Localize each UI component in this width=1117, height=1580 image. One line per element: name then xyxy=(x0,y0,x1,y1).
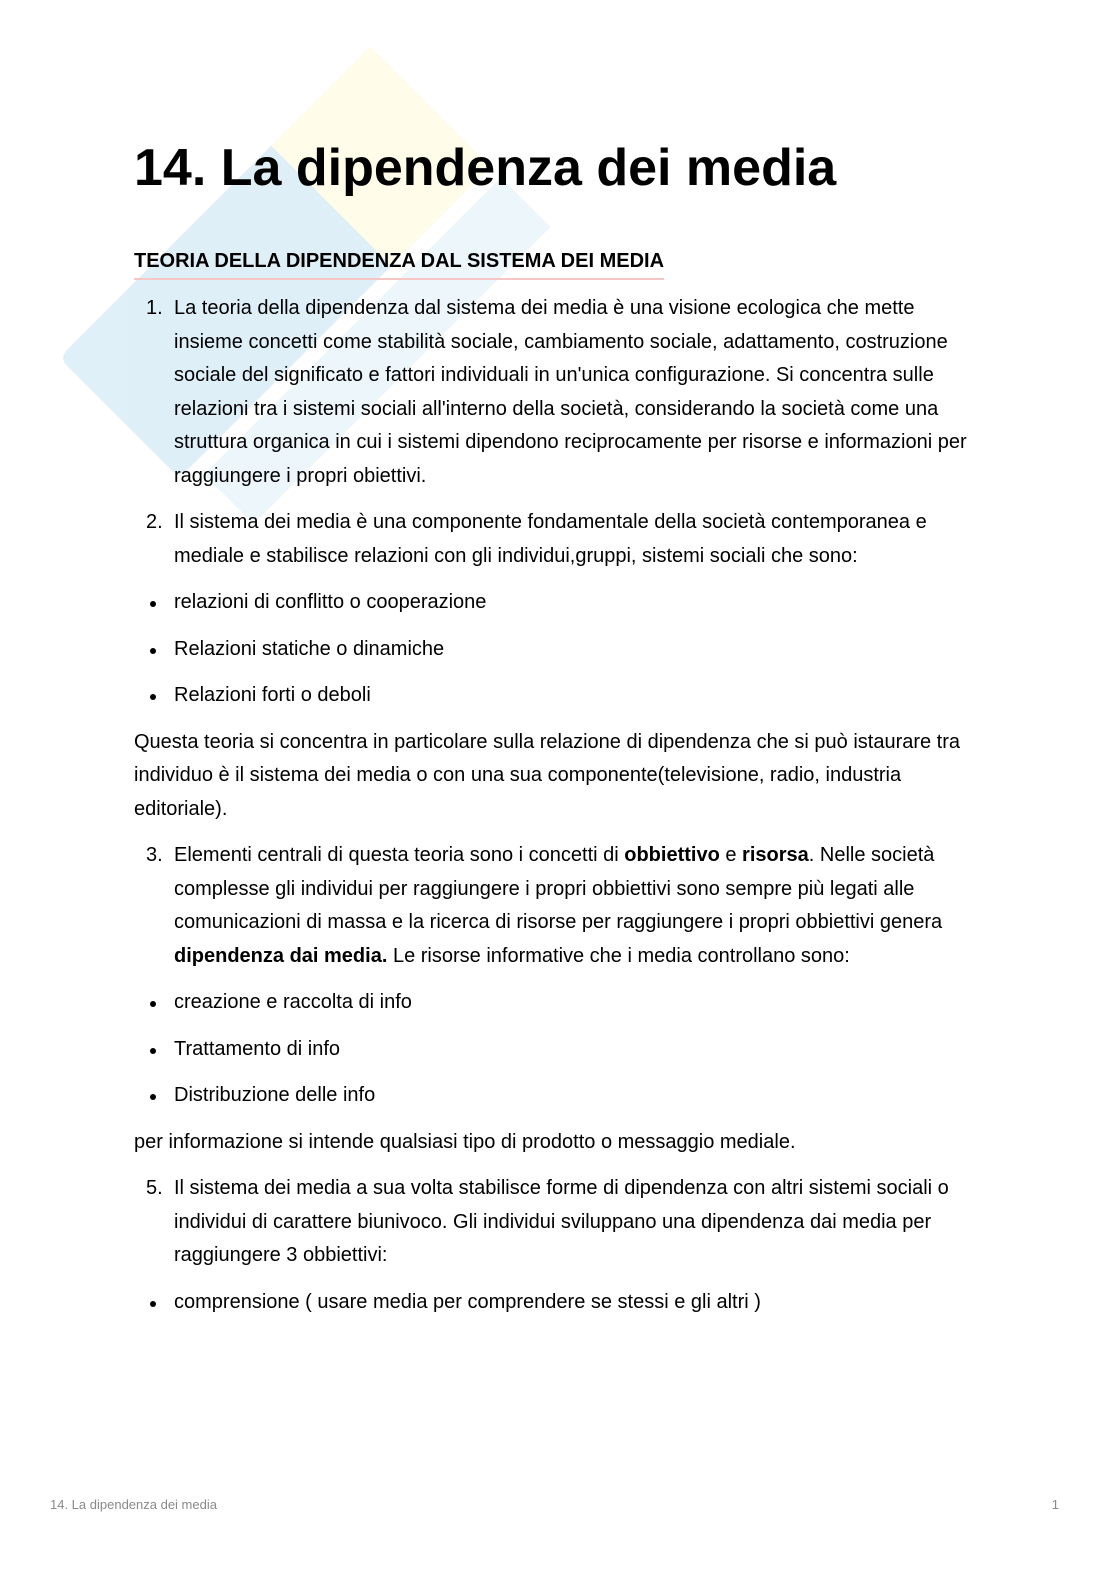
section-heading: TEORIA DELLA DIPENDENZA DAL SISTEMA DEI MEDIA xyxy=(134,244,664,280)
item-number: 1. xyxy=(146,297,163,319)
item-text-part: e xyxy=(719,844,743,866)
item-text: La teoria della dipendenza dal sistema dei media è una visione ecologica che mette insieme concetti come stabilità sociale, cambiamento sociale, adattamento, costruzione sociale del significato e fattori individuali in un'unica configurazione. Si concentra sulle relazioni tra i sistemi sociali all'interno della società, considerando la società come una struttura organica in cui i sistemi dipendono reciprocamente per risorse e informazioni per raggiungere i propri obiettivi. xyxy=(174,297,967,487)
bold-term: obbiettivo xyxy=(624,844,720,866)
item-number: 3. xyxy=(146,844,163,866)
item-text-part: Elementi centrali di questa teoria sono i concetti di xyxy=(174,844,625,866)
bullet-item: comprensione ( usare media per comprendere se stessi e gli altri ) xyxy=(134,1286,974,1320)
bullet-item: creazione e raccolta di info xyxy=(134,986,974,1020)
paragraph: per informazione si intende qualsiasi tipo di prodotto o messaggio mediale. xyxy=(134,1130,796,1153)
page-number: 1 xyxy=(1051,1497,1059,1512)
paragraph: Questa teoria si concentra in particolare sulla relazione di dipendenza che si può istaurare tra individuo è il sistema dei media o con una sua componente(televisione, radio, industria editoriale). xyxy=(134,730,961,820)
numbered-item-3 xyxy=(134,839,974,973)
bold-term: risorsa xyxy=(742,844,809,866)
page-title: 14. La dipendenza dei media xyxy=(134,139,837,197)
numbered-item-1 xyxy=(134,292,974,493)
bullet-item: Distribuzione delle info xyxy=(134,1079,974,1113)
item-text: Il sistema dei media a sua volta stabilisce forme di dipendenza con altri sistemi sociali o individui di carattere biunivoco. Gli individui sviluppano una dipendenza dai media per raggiungere 3 obbiettivi: xyxy=(174,1177,949,1266)
item-text-part: Le risorse informative che i media controllano sono: xyxy=(387,944,850,967)
numbered-item-5 xyxy=(134,1172,974,1273)
bullet-item: Relazioni statiche o dinamiche xyxy=(134,633,974,667)
numbered-item-2 xyxy=(134,506,974,573)
bold-term: dipendenza dai media. xyxy=(174,944,388,967)
bullet-item: relazioni di conflitto o cooperazione xyxy=(134,586,974,620)
document-body xyxy=(134,292,974,1319)
item-number: 2. xyxy=(146,511,163,533)
bullet-item: Trattamento di info xyxy=(134,1033,974,1067)
item-text-part: . Nelle società complesse gli individui per raggiungere i propri obbiettivi sono sempre più legati alle comunicazioni di massa e la ricerca di risorse per raggiungere i propri obbiettivi genera xyxy=(174,844,943,933)
item-number: 5. xyxy=(146,1177,163,1199)
bullet-item: Relazioni forti o deboli xyxy=(134,679,974,713)
item-text: Il sistema dei media è una componente fondamentale della società contemporanea e mediale e stabilisce relazioni con gli individui,gruppi, sistemi sociali che sono: xyxy=(174,511,927,567)
footer-title: 14. La dipendenza dei media xyxy=(50,1497,217,1512)
